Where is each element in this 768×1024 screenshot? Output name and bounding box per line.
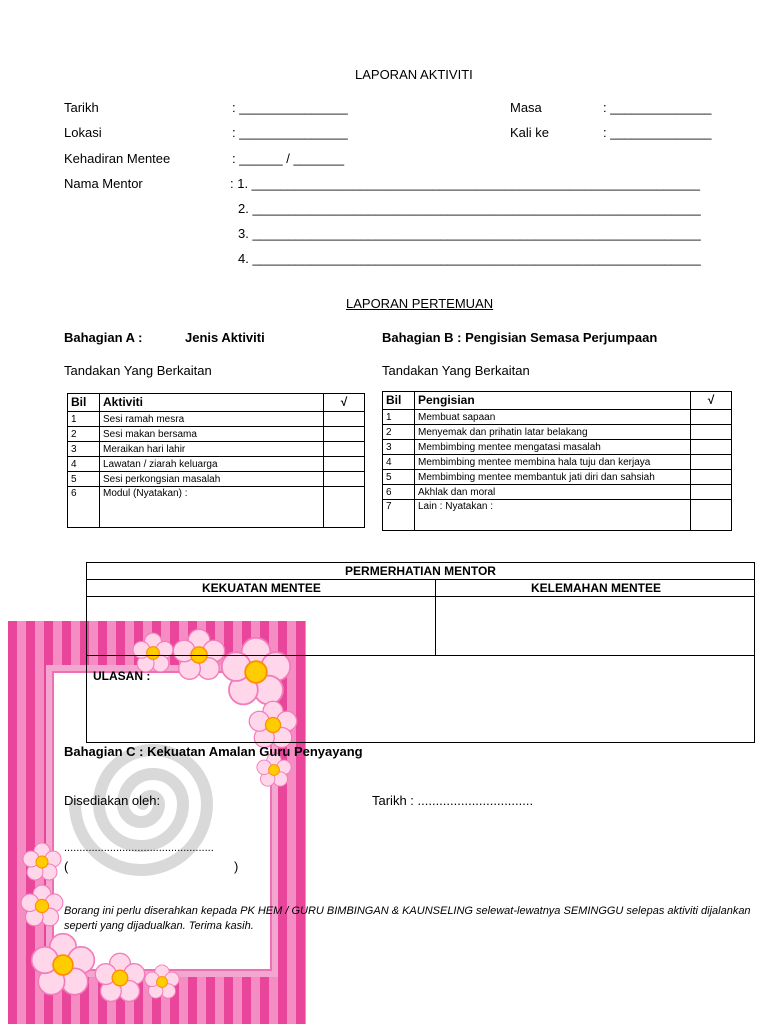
table-row <box>383 485 732 500</box>
checkbox-cell[interactable] <box>691 410 732 425</box>
table-row <box>383 410 732 425</box>
name-bracket-open: ( <box>64 859 69 874</box>
row-label: Lain : Nyatakan : <box>415 500 691 531</box>
column-header-check: √ <box>324 394 365 412</box>
masa-label: Masa <box>510 100 542 115</box>
checkbox-cell[interactable] <box>691 470 732 485</box>
row-label: Sesi makan bersama <box>100 427 324 442</box>
checkbox-cell[interactable] <box>691 455 732 470</box>
table-row <box>68 412 365 427</box>
checkbox-cell[interactable] <box>324 442 365 457</box>
row-label: Membuat sapaan <box>415 410 691 425</box>
tarikh-field[interactable]: : _______________ <box>232 100 348 115</box>
row-divider <box>87 655 754 656</box>
row-label: Modul (Nyatakan) : <box>100 487 324 528</box>
mentor-line-3[interactable]: 3. ______________________________________________________________ <box>238 226 701 241</box>
checkbox-cell[interactable] <box>324 487 365 528</box>
pengisian-table <box>382 391 732 531</box>
checkbox-cell[interactable] <box>324 412 365 427</box>
mentor-label: Nama Mentor <box>64 176 143 191</box>
column-header-pengisian: Pengisian <box>415 392 691 410</box>
bahagian-c-heading: Bahagian C : Kekuatan Amalan Guru Penyayang <box>64 744 363 759</box>
checkbox-cell[interactable] <box>691 485 732 500</box>
row-number: 4 <box>68 457 100 472</box>
row-number: 4 <box>383 455 415 470</box>
row-label: Membimbing mentee mengatasi masalah <box>415 440 691 455</box>
flower-icon <box>144 964 180 1000</box>
lokasi-label: Lokasi <box>64 125 102 140</box>
row-number: 7 <box>383 500 415 531</box>
mentor-line-1[interactable]: : 1. ______________________________________________________________ <box>230 176 700 191</box>
bahagian-b-instruction: Tandakan Yang Berkaitan <box>382 363 530 378</box>
column-header-bil: Bil <box>383 392 415 410</box>
bahagian-a-subheading: Jenis Aktiviti <box>185 330 265 345</box>
footer-note-line-2: seperti yang dijadualkan. Terima kasih. <box>64 920 254 932</box>
row-number: 6 <box>383 485 415 500</box>
table-row <box>383 455 732 470</box>
pertemuan-title: LAPORAN PERTEMUAN <box>346 296 494 311</box>
ulasan-input-area[interactable] <box>167 659 752 739</box>
signature-line[interactable]: ................................................. <box>64 842 214 854</box>
row-number: 2 <box>383 425 415 440</box>
row-label: Sesi perkongsian masalah <box>100 472 324 487</box>
checkbox-cell[interactable] <box>324 472 365 487</box>
table-row <box>68 427 365 442</box>
row-label: Lawatan / ziarah keluarga <box>100 457 324 472</box>
permerhatian-header-row <box>87 580 754 597</box>
row-number: 3 <box>68 442 100 457</box>
table-header-row <box>68 394 365 412</box>
table-row <box>68 487 365 528</box>
tarikh-sign-field[interactable]: Tarikh : ................................ <box>372 793 534 808</box>
footer-note-line-1: Borang ini perlu diserahkan kepada PK HEM / GURU BIMBINGAN & KAUNSELING selewat-lewatnya SEMINGGU selepas aktiviti dijalankan <box>64 905 751 917</box>
table-header-row <box>383 392 732 410</box>
row-label: Sesi ramah mesra <box>100 412 324 427</box>
row-number: 1 <box>68 412 100 427</box>
row-number: 1 <box>383 410 415 425</box>
column-header-check: √ <box>691 392 732 410</box>
row-label: Akhlak dan moral <box>415 485 691 500</box>
checkbox-cell[interactable] <box>324 427 365 442</box>
row-number: 2 <box>68 427 100 442</box>
checkbox-cell[interactable] <box>324 457 365 472</box>
row-number: 5 <box>383 470 415 485</box>
name-bracket-close: ) <box>234 859 239 874</box>
kali-label: Kali ke <box>510 125 550 140</box>
column-divider <box>435 580 436 655</box>
mentor-line-4[interactable]: 4. ______________________________________________________________ <box>238 251 701 266</box>
column-header-bil: Bil <box>68 394 100 412</box>
table-row <box>383 425 732 440</box>
bahagian-a-instruction: Tandakan Yang Berkaitan <box>64 363 212 378</box>
flower-icon <box>30 932 96 998</box>
row-number: 6 <box>68 487 100 528</box>
flower-icon <box>20 884 64 928</box>
page-title: LAPORAN AKTIVITI <box>355 67 473 82</box>
table-row <box>68 472 365 487</box>
row-label: Meraikan hari lahir <box>100 442 324 457</box>
row-label: Menyemak dan prihatin latar belakang <box>415 425 691 440</box>
bahagian-b-heading: Bahagian B : Pengisian Semasa Perjumpaan <box>382 330 658 345</box>
row-label: Membimbing mentee membantuk jati diri dan sahsiah <box>415 470 691 485</box>
tarikh-label: Tarikh <box>64 100 99 115</box>
checkbox-cell[interactable] <box>691 500 732 531</box>
lokasi-field[interactable]: : _______________ <box>232 125 348 140</box>
permerhatian-title: PERMERHATIAN MENTOR <box>87 563 754 580</box>
kelemahan-header: KELEMAHAN MENTEE <box>531 581 662 595</box>
kelemahan-input-area[interactable] <box>438 598 752 653</box>
kekuatan-input-area[interactable] <box>89 598 433 653</box>
checkbox-cell[interactable] <box>691 440 732 455</box>
column-header-aktiviti: Aktiviti <box>100 394 324 412</box>
table-row <box>68 442 365 457</box>
bahagian-a-heading: Bahagian A : <box>64 330 143 345</box>
row-number: 3 <box>383 440 415 455</box>
table-row <box>68 457 365 472</box>
kehadiran-field[interactable]: : ______ / _______ <box>232 151 345 166</box>
ulasan-label: ULASAN : <box>93 669 151 683</box>
kekuatan-header: KEKUATAN MENTEE <box>202 581 321 595</box>
flower-icon <box>94 952 146 1004</box>
permerhatian-mentor-box <box>86 562 755 743</box>
masa-field[interactable]: : ______________ <box>603 100 712 115</box>
table-row <box>383 440 732 455</box>
checkbox-cell[interactable] <box>691 425 732 440</box>
mentor-line-2[interactable]: 2. ______________________________________________________________ <box>238 201 701 216</box>
table-row <box>383 500 732 531</box>
aktiviti-table <box>67 393 365 528</box>
flower-icon <box>22 842 62 882</box>
row-label: Membimbing mentee membina hala tuju dan kerjaya <box>415 455 691 470</box>
table-row <box>383 470 732 485</box>
disediakan-label: Disediakan oleh: <box>64 793 161 808</box>
kehadiran-label: Kehadiran Mentee <box>64 151 171 166</box>
kali-field[interactable]: : ______________ <box>603 125 712 140</box>
row-number: 5 <box>68 472 100 487</box>
